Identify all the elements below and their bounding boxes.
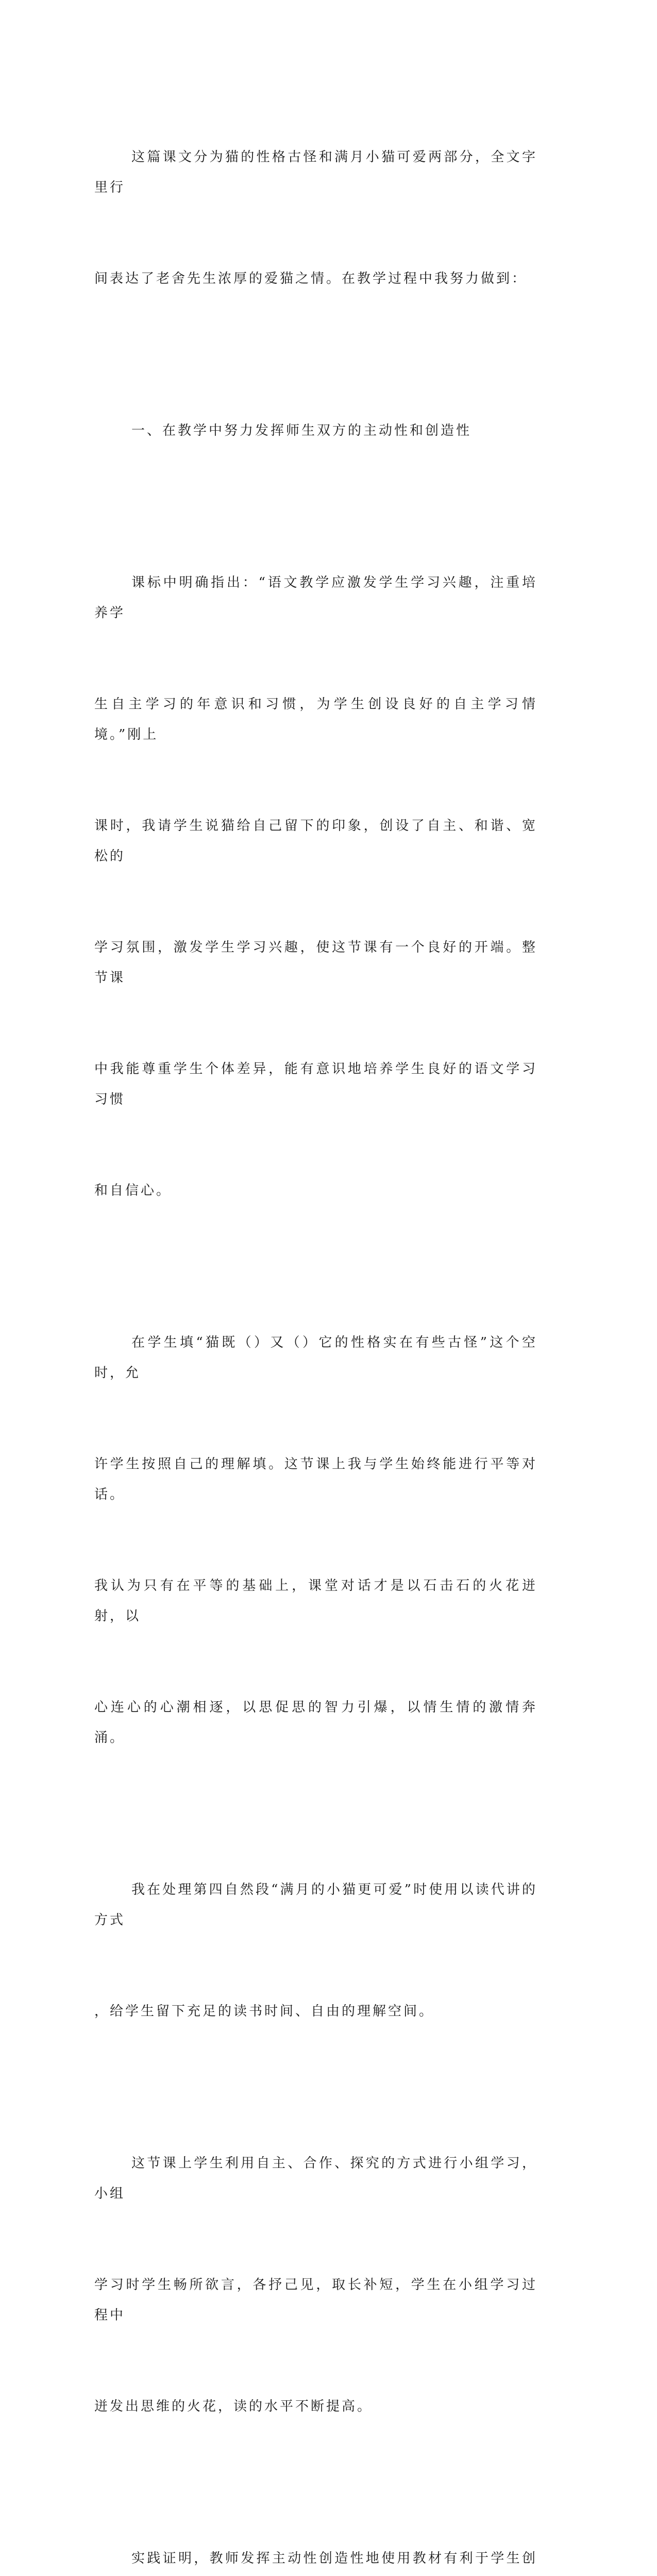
- text-line: 迸发出思维的火花，读的水平不断提高。: [94, 2399, 373, 2414]
- text-line: 这节课上学生利用自主、合作、探究的方式进行小组学习，小组: [94, 2156, 537, 2201]
- paragraph-reading: [94, 1814, 537, 2088]
- text-line: 学习时学生畅所欲言，各抒己见，取长补短，学生在小组学习过程中: [94, 2277, 537, 2323]
- paragraph-group-study: [94, 2088, 537, 2483]
- text-line: 我在处理第四自然段“满月的小猫更可爱”时使用以读代讲的方式: [94, 1882, 537, 1928]
- text-line: 课标中明确指出：“语文教学应激发学生学习兴趣，注重培养学: [94, 575, 537, 621]
- text-line: 课时，我请学生说猫给自己留下的印象，创设了自主、和谐、宽松的: [94, 818, 537, 864]
- text-line: 和自信心。: [94, 1183, 172, 1198]
- text-line: 这篇课文分为猫的性格古怪和满月小猫可爱两部分，全文字里行: [94, 149, 537, 195]
- text-line: 我认为只有在平等的基础上，课堂对话才是以石击石的火花迸射，以: [94, 1578, 537, 1624]
- text-line: ，给学生留下充足的读书时间、自由的理解空间。: [94, 2004, 435, 2019]
- text-line: 生自主学习的年意识和习惯，为学生创设良好的自主学习情境。”刚上: [94, 697, 537, 742]
- text-line: 间表达了老舍先生浓厚的爱猫之情。在教学过程中我努力做到：: [94, 271, 528, 286]
- text-line: 学习氛围，激发学生学习兴趣，使这节课有一个良好的开端。整节课: [94, 940, 537, 986]
- text-line: 许学生按照自己的理解填。这节课上我与学生始终能进行平等对话。: [94, 1456, 537, 1502]
- section-heading-one: [94, 355, 537, 507]
- text-line: 一、在教学中努力发挥师生双方的主动性和创造性: [131, 423, 472, 438]
- paragraph-intro: [94, 81, 537, 355]
- document-body: [94, 81, 537, 2576]
- text-line: 在学生填“猫既（）又（）它的性格实在有些古怪”这个空时，允: [94, 1335, 537, 1381]
- text-line: 中我能尊重学生个体差异，能有意识地培养学生良好的语文学习习惯: [94, 1061, 537, 1107]
- paragraph-curriculum: [94, 507, 537, 1267]
- text-line: 心连心的心潮相逐，以思促思的智力引爆，以情生情的激情奔涌。: [94, 1700, 537, 1745]
- text-line: 实践证明，教师发挥主动性创造性地使用教材有利于学生创: [131, 2551, 537, 2566]
- paragraph-fill-blank: [94, 1267, 537, 1814]
- paragraph-practice: [94, 2483, 537, 2576]
